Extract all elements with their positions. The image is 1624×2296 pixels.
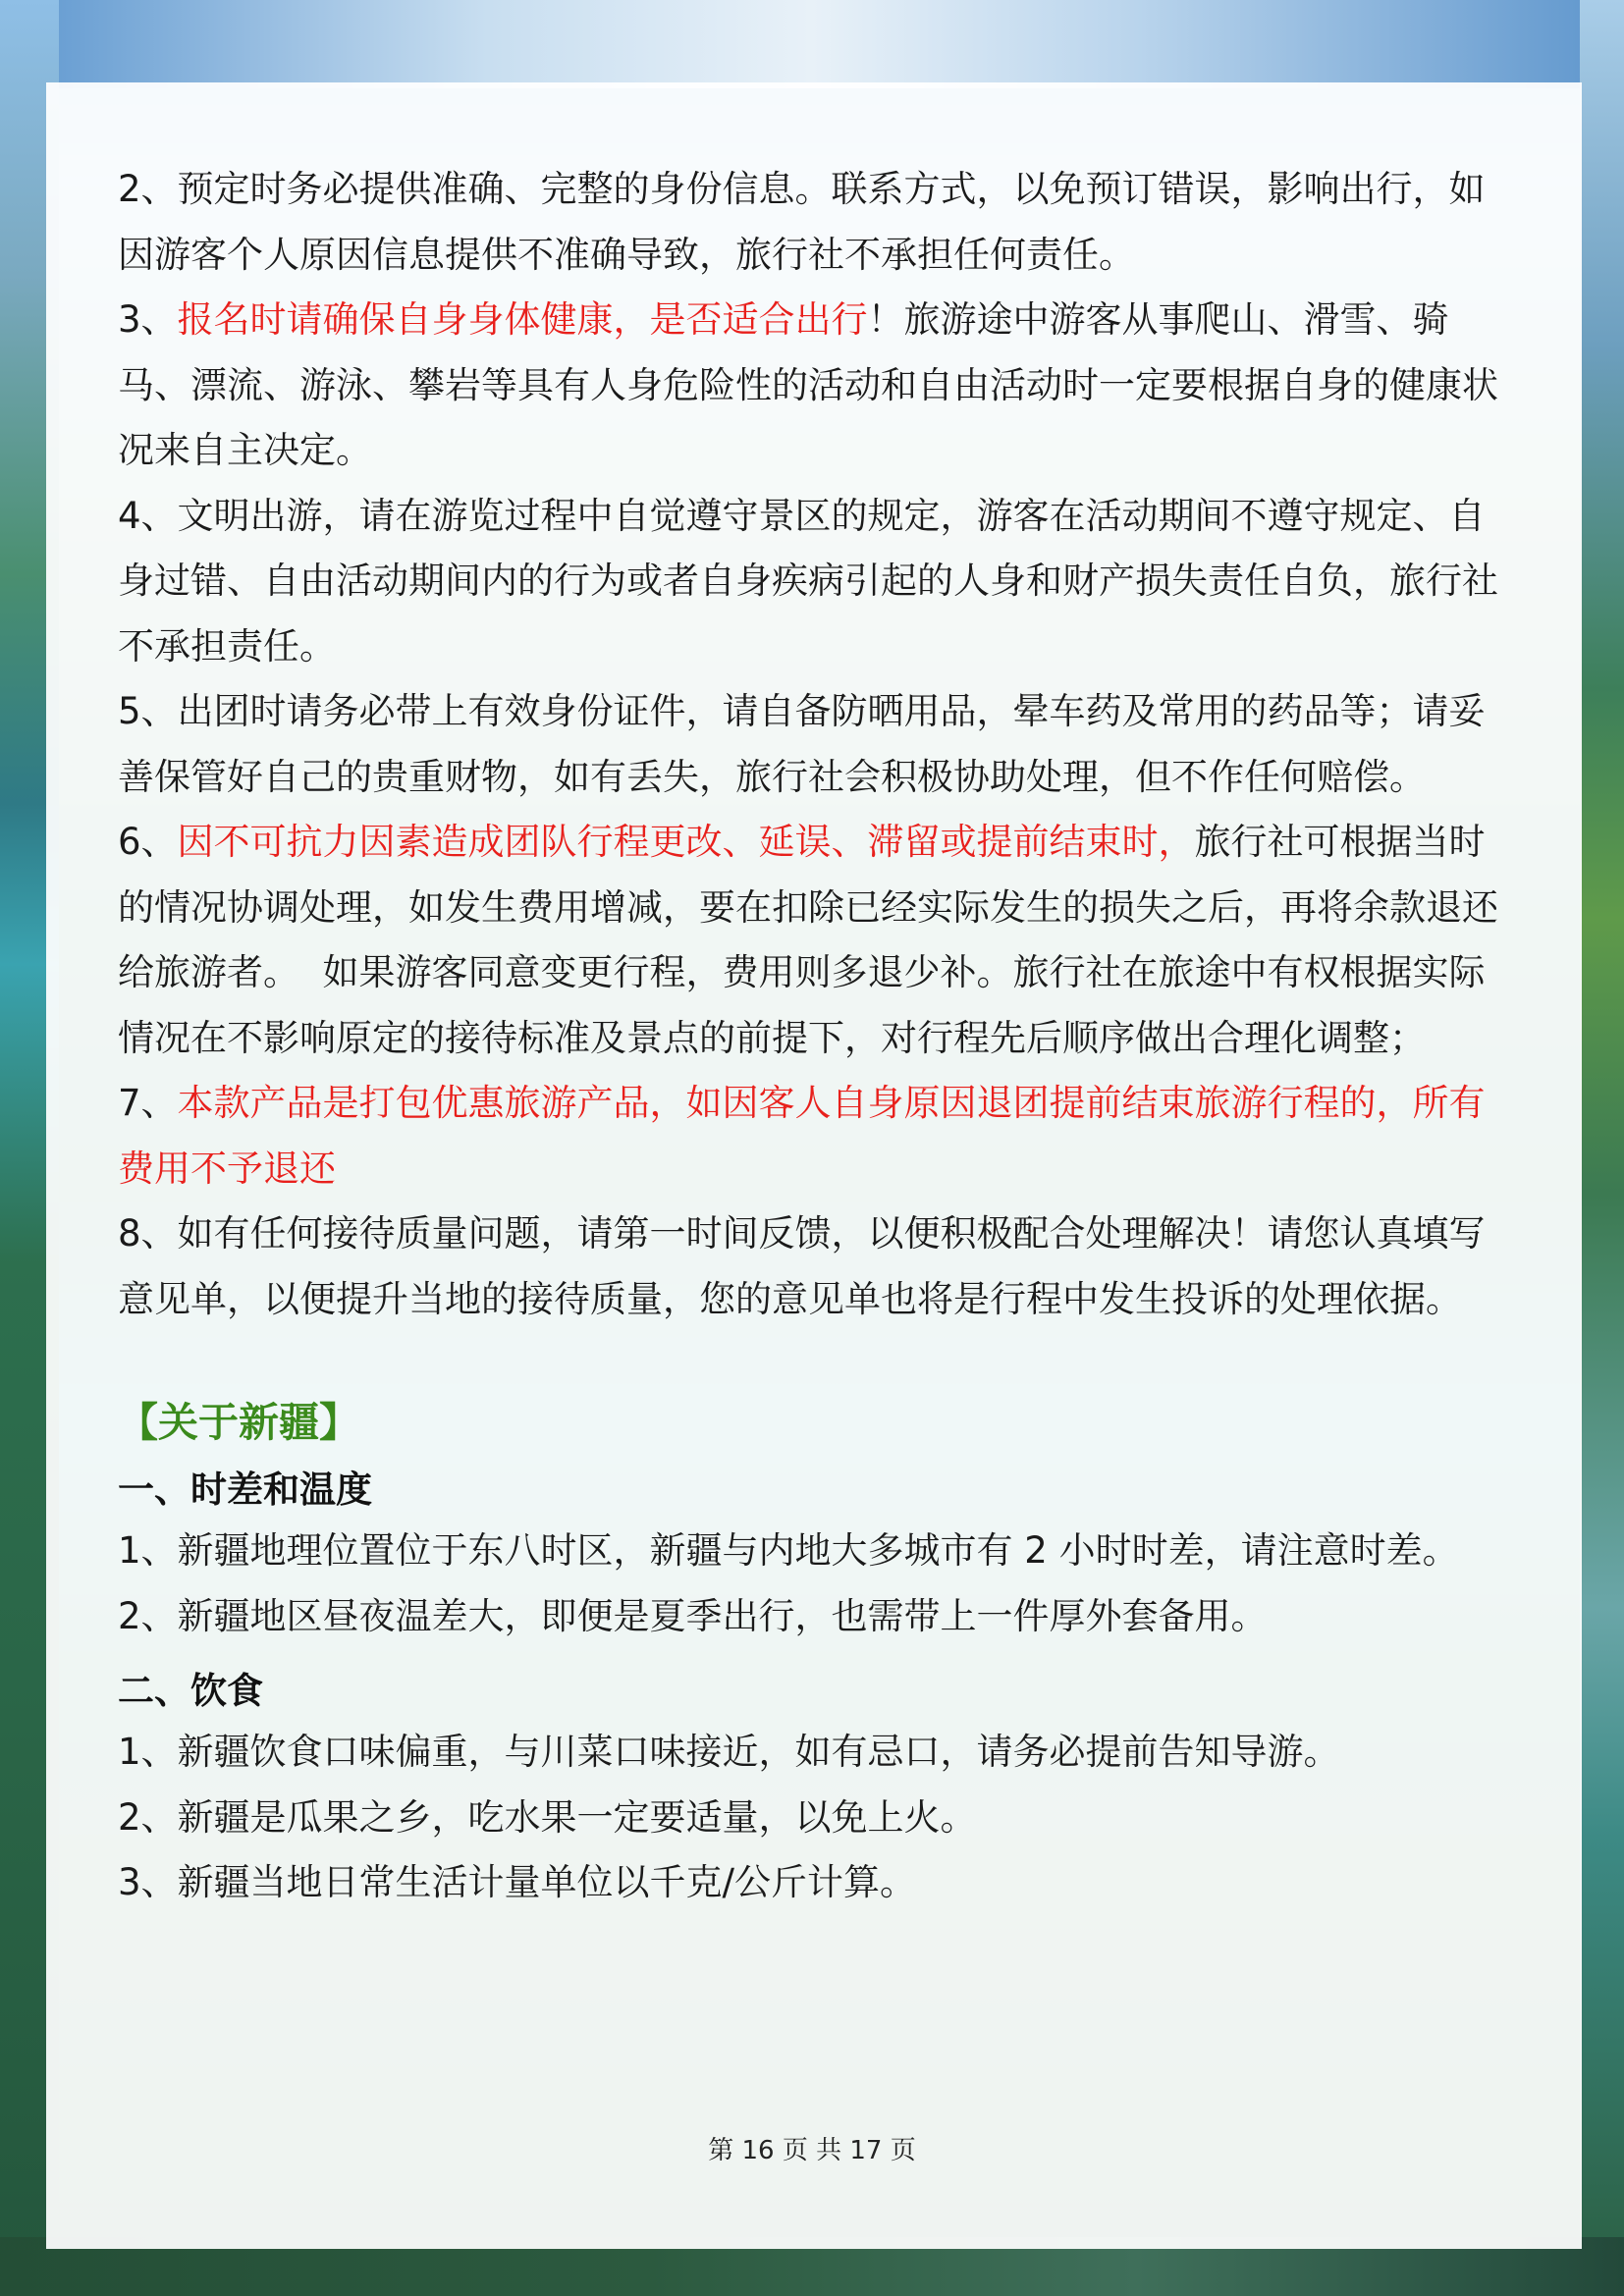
food-item-3: 3、新疆当地日常生活计量单位以千克/公斤计算。 (118, 1861, 917, 1903)
note-3-highlight: 报名时请确保自身身体健康，是否适合出行 (177, 298, 868, 341)
document-content (118, 157, 1510, 1916)
page-number: 第 16 页 共 17 页 (708, 2136, 916, 2165)
note-item-4: 4、文明出游，请在游览过程中自觉遵守景区的规定，游客在活动期间不遵守规定、自身过错、自由活动期间内的行为或者自身疾病引起的人身和财产损失责任自负，旅行社不承担责任。 (118, 494, 1498, 667)
background-right-landscape (1580, 0, 1624, 2296)
section-heading-food: 二、饮食 (118, 1670, 263, 1712)
food-item-1: 1、新疆饮食口味偏重，与川菜口味接近，如有忌口，请务必提前告知导游。 (118, 1731, 1340, 1773)
note-item-5: 5、出团时请务必带上有效身份证件，请自备防晒用品，晕车药及常用的药品等；请妥善保管好自己的贵重财物，如有丢失，旅行社会积极协助处理，但不作任何赔偿。 (118, 690, 1486, 798)
section-heading-timezone: 一、时差和温度 (118, 1468, 372, 1511)
about-xinjiang-title: 【关于新疆】 (118, 1399, 359, 1446)
timezone-item-2: 2、新疆地区昼夜温差大，即便是夏季出行，也需带上一件厚外套备用。 (118, 1594, 1268, 1637)
note-item-3: 3、报名时请确保自身身体健康，是否适合出行！旅游途中游客从事爬山、滑雪、骑马、漂流、游泳、攀岩等具有人身危险性的活动和自由活动时一定要根据自身的健康状况来自主决定。 (118, 298, 1498, 471)
note-7-highlight: 本款产品是打包优惠旅游产品，如因客人自身原因退团提前结束旅游行程的，所有费用不予退还 (118, 1082, 1486, 1190)
note-item-7: 7、本款产品是打包优惠旅游产品，如因客人自身原因退团提前结束旅游行程的，所有费用不予退还 (118, 1082, 1486, 1190)
food-item-2: 2、新疆是瓜果之乡，吃水果一定要适量，以免上火。 (118, 1795, 977, 1839)
note-item-8: 8、如有任何接待质量问题，请第一时间反馈，以便积极配合处理解决！请您认真填写意见单，以便提升当地的接待质量，您的意见单也将是行程中发生投诉的处理依据。 (118, 1212, 1486, 1320)
timezone-item-1: 1、新疆地理位置位于东八时区，新疆与内地大多城市有 2 小时时差，请注意时差。 (118, 1529, 1459, 1572)
background-sky (0, 0, 1624, 88)
note-item-2: 2、预定时务必提供准确、完整的身份信息。联系方式，以免预订错误，影响出行，如因游客个人原因信息提供不准确导致，旅行社不承担任何责任。 (118, 168, 1486, 276)
note-6-highlight: 因不可抗力因素造成团队行程更改、延误、滞留或提前结束时， (177, 821, 1195, 863)
note-item-6: 6、因不可抗力因素造成团队行程更改、延误、滞留或提前结束时，旅行社可根据当时的情况协调处理，如发生费用增减，要在扣除已经实际发生的损失之后，再将余款退还给旅游者。 如果游客同意变更行程，费用则多退少补。旅行社在旅途中有权根据实际情况在不影响原定的接待标准及景点的前提下，对行程先后顺序做出合理化调整； (118, 821, 1498, 1059)
